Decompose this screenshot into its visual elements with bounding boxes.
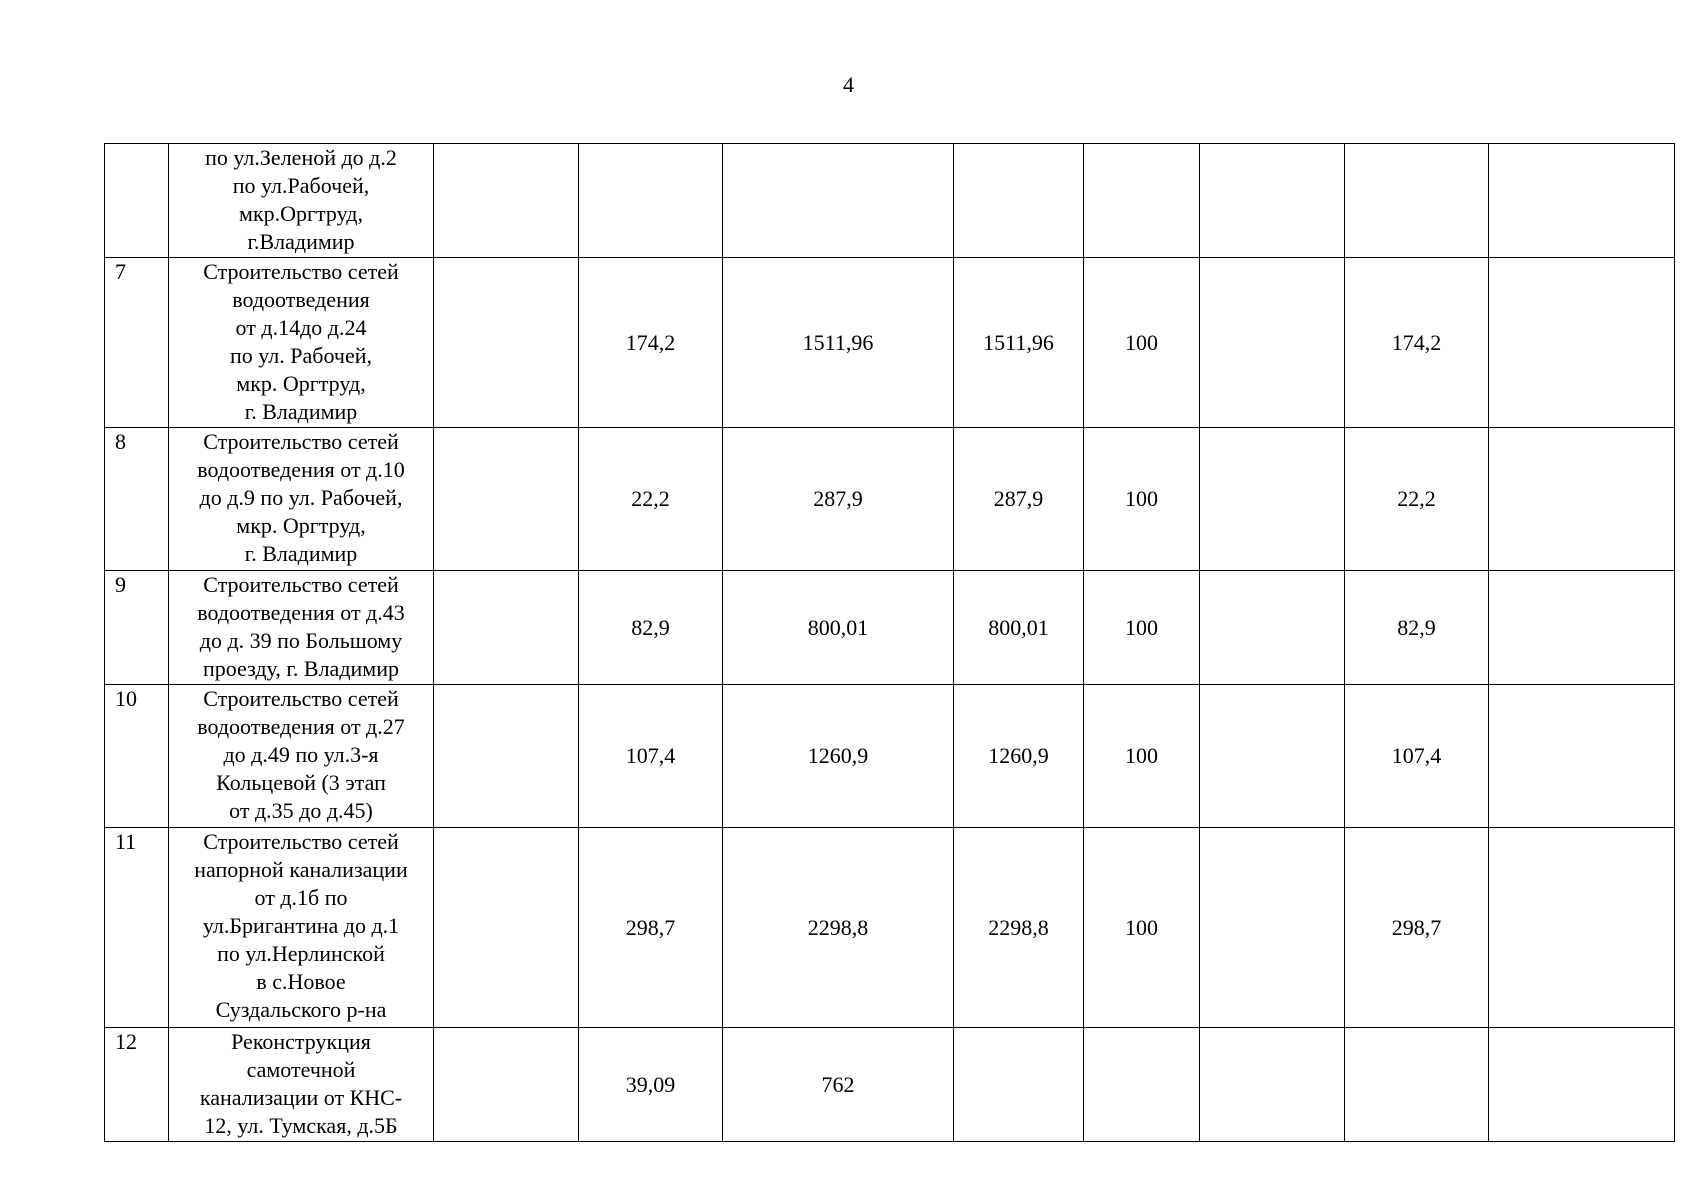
table-cell: 800,01 bbox=[954, 571, 1084, 685]
table-cell bbox=[434, 428, 579, 571]
object-name-line: по ул.Нерлинской bbox=[217, 941, 385, 966]
object-name bbox=[169, 571, 434, 685]
object-name bbox=[169, 1028, 434, 1142]
table-cell: 39,09 bbox=[579, 1028, 723, 1142]
table-cell bbox=[954, 1028, 1084, 1142]
table-cell: 2298,8 bbox=[723, 828, 954, 1028]
object-name-line: самотечной bbox=[246, 1057, 356, 1082]
object-name-line: до д.9 по ул. Рабочей, bbox=[199, 485, 403, 510]
table-cell: 1260,9 bbox=[954, 685, 1084, 828]
table-cell bbox=[1489, 1028, 1675, 1142]
table-row bbox=[105, 571, 1675, 685]
object-name-line: канализации от КНС- bbox=[199, 1085, 403, 1110]
table-cell: 107,4 bbox=[1345, 685, 1489, 828]
object-name-line: ул.Бригантина до д.1 bbox=[202, 913, 400, 938]
object-name-line: до д. 39 по Большому bbox=[199, 628, 403, 653]
object-name-line: водоотведения от д.10 bbox=[197, 457, 405, 482]
table-cell: 298,7 bbox=[1345, 828, 1489, 1028]
object-name bbox=[169, 428, 434, 571]
table-cell: 2298,8 bbox=[954, 828, 1084, 1028]
table-cell: 1511,96 bbox=[954, 258, 1084, 428]
table-cell: 100 bbox=[1084, 258, 1200, 428]
table-cell bbox=[579, 144, 723, 258]
data-table bbox=[104, 143, 1675, 1142]
row-number: 10 bbox=[105, 685, 169, 828]
object-name-line: Строительство сетей bbox=[203, 429, 399, 454]
table-cell bbox=[1489, 828, 1675, 1028]
row-number bbox=[105, 144, 169, 258]
table-cell bbox=[1345, 1028, 1489, 1142]
object-name bbox=[169, 144, 434, 258]
table-cell: 100 bbox=[1084, 685, 1200, 828]
table-cell bbox=[434, 144, 579, 258]
object-name-line: Строительство сетей bbox=[203, 259, 399, 284]
object-name-line: по ул.Зеленой до д.2 bbox=[205, 145, 397, 170]
row-number: 7 bbox=[105, 258, 169, 428]
table-cell bbox=[954, 144, 1084, 258]
object-name-line: г.Владимир bbox=[247, 229, 355, 254]
table-cell bbox=[1345, 144, 1489, 258]
table-cell bbox=[1489, 144, 1675, 258]
object-name-line: Реконструкция bbox=[231, 1029, 371, 1054]
table-cell bbox=[1084, 1028, 1200, 1142]
object-name-line: водоотведения от д.43 bbox=[197, 600, 405, 625]
object-name-line: от д.1б по bbox=[254, 885, 348, 910]
object-name-line: 12, ул. Тумская, д.5Б bbox=[204, 1113, 398, 1138]
object-name-line: водоотведения от д.27 bbox=[197, 714, 405, 739]
table-cell bbox=[1200, 828, 1345, 1028]
table-cell bbox=[434, 1028, 579, 1142]
table-cell: 22,2 bbox=[1345, 428, 1489, 571]
object-name bbox=[169, 828, 434, 1028]
table-cell bbox=[1200, 428, 1345, 571]
table-cell bbox=[1200, 1028, 1345, 1142]
object-name-line: по ул.Рабочей, bbox=[232, 173, 370, 198]
row-number: 12 bbox=[105, 1028, 169, 1142]
table-cell bbox=[1200, 571, 1345, 685]
table-cell: 100 bbox=[1084, 428, 1200, 571]
table-cell: 174,2 bbox=[1345, 258, 1489, 428]
object-name-line: Строительство сетей bbox=[203, 829, 399, 854]
table-cell bbox=[1084, 144, 1200, 258]
table-cell bbox=[723, 144, 954, 258]
object-name bbox=[169, 685, 434, 828]
table-cell bbox=[1489, 571, 1675, 685]
table-cell bbox=[1200, 258, 1345, 428]
table-cell bbox=[434, 685, 579, 828]
table-cell: 762 bbox=[723, 1028, 954, 1142]
object-name-line: г. Владимир bbox=[244, 541, 358, 566]
table-row bbox=[105, 144, 1675, 258]
table-cell: 174,2 bbox=[579, 258, 723, 428]
table-cell bbox=[1489, 428, 1675, 571]
page-number: 4 bbox=[843, 72, 854, 97]
table-cell bbox=[1489, 258, 1675, 428]
table-cell: 1511,96 bbox=[723, 258, 954, 428]
table-cell: 107,4 bbox=[579, 685, 723, 828]
object-name-line: от д.14до д.24 bbox=[235, 315, 367, 340]
table-cell: 82,9 bbox=[1345, 571, 1489, 685]
object-name-line: проезду, г. Владимир bbox=[203, 656, 399, 681]
object-name-line: г. Владимир bbox=[244, 399, 358, 424]
object-name-line: от д.35 до д.45) bbox=[229, 798, 373, 823]
object-name-line: напорной канализации bbox=[194, 857, 408, 882]
table-cell bbox=[1200, 144, 1345, 258]
table-cell: 287,9 bbox=[723, 428, 954, 571]
object-name-line: до д.49 по ул.3-я bbox=[223, 742, 379, 767]
table-row bbox=[105, 828, 1675, 1028]
table-cell: 800,01 bbox=[723, 571, 954, 685]
table-cell: 100 bbox=[1084, 828, 1200, 1028]
object-name-line: мкр. Оргтруд, bbox=[236, 371, 366, 396]
table-row bbox=[105, 258, 1675, 428]
object-name-line: Строительство сетей bbox=[203, 686, 399, 711]
table-cell bbox=[434, 258, 579, 428]
object-name-line: в с.Новое bbox=[256, 969, 346, 994]
row-number: 9 bbox=[105, 571, 169, 685]
table-cell bbox=[1200, 685, 1345, 828]
row-number: 8 bbox=[105, 428, 169, 571]
object-name-line: водоотведения bbox=[232, 287, 370, 312]
table-cell: 287,9 bbox=[954, 428, 1084, 571]
row-number: 11 bbox=[105, 828, 169, 1028]
object-name bbox=[169, 258, 434, 428]
object-name-line: мкр. Оргтруд, bbox=[236, 513, 366, 538]
table-cell bbox=[1489, 685, 1675, 828]
object-name-line: Строительство сетей bbox=[203, 572, 399, 597]
table-cell bbox=[434, 828, 579, 1028]
object-name-line: Кольцевой (3 этап bbox=[216, 770, 386, 795]
object-name-line: по ул. Рабочей, bbox=[229, 343, 372, 368]
table-cell: 82,9 bbox=[579, 571, 723, 685]
table-row bbox=[105, 1028, 1675, 1142]
table-row bbox=[105, 685, 1675, 828]
table-cell: 22,2 bbox=[579, 428, 723, 571]
table-cell bbox=[434, 571, 579, 685]
table-cell: 298,7 bbox=[579, 828, 723, 1028]
table-row bbox=[105, 428, 1675, 571]
table-cell: 100 bbox=[1084, 571, 1200, 685]
object-name-line: Суздальского р-на bbox=[215, 997, 387, 1022]
table-cell: 1260,9 bbox=[723, 685, 954, 828]
object-name-line: мкр.Оргтруд, bbox=[239, 201, 363, 226]
